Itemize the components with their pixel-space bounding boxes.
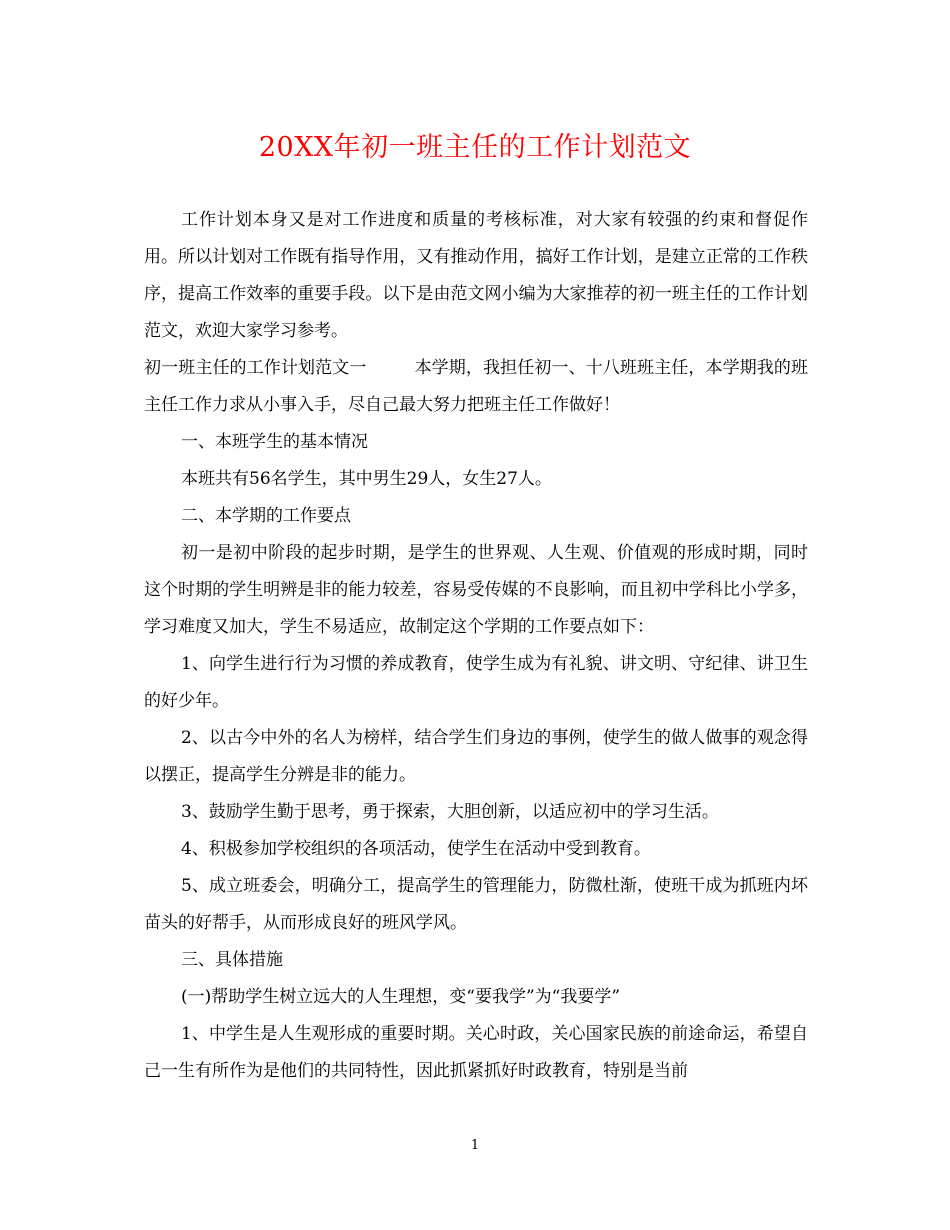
list-item-1: 1、向学生进行行为习惯的养成教育，使学生成为有礼貌、讲文明、守纪律、讲卫生的好少年。	[144, 654, 808, 711]
subheading-1: (一)帮助学生树立远大的人生理想，变“要我学”为“我要学”	[181, 987, 621, 1007]
document-title: 20XX年初一班主任的工作计划范文	[258, 132, 692, 163]
list-item-2: 2、以古今中外的名人为榜样，结合学生们身边的事例，使学生的做人做事的观念得以摆正，提高学生分辨是非的能力。	[144, 728, 808, 785]
measures-paragraph: 1、中学生是人生观形成的重要时期。关心时政，关心国家民族的前途命运，希望自己一生有所作为是他们的共同特性，因此抓紧抓好时政教育，特别是当前	[144, 1024, 808, 1081]
section-heading-2: 二、本学期的工作要点	[181, 506, 351, 526]
sample-label: 初一班主任的工作计划范文一	[144, 358, 367, 378]
list-item-3: 3、鼓励学生勤于思考，勇于探索，大胆创新，以适应初中的学习生活。	[181, 802, 719, 822]
list-item-4: 4、积极参加学校组织的各项活动，使学生在活动中受到教育。	[181, 839, 651, 859]
section-heading-1: 一、本班学生的基本情况	[181, 432, 368, 452]
document-body	[144, 202, 808, 1090]
student-count-paragraph: 本班共有56名学生，其中男生29人，女生27人。	[181, 469, 552, 489]
intro-paragraph: 工作计划本身又是对工作进度和质量的考核标准，对大家有较强的约束和督促作用。所以计划对工作既有指导作用，又有推动作用，搞好工作计划，是建立正常的工作秩序，提高工作效率的重要手段。以下是由范文网小编为大家推荐的初一班主任的工作计划范文，欢迎大家学习参考。	[144, 210, 808, 341]
section-heading-3: 三、具体措施	[181, 950, 283, 970]
sample-text: 本学期，我担任初一、十八班班主任，本学期我的班主任工作力求从小事入手，尽自己最大努力把班主任工作做好！	[144, 358, 809, 415]
work-points-paragraph: 初一是初中阶段的起步时期，是学生的世界观、人生观、价值观的形成时期，同时这个时期的学生明辨是非的能力较差，容易受传媒的不良影响，而且初中学科比小学多，学习难度又加大，学生不易适应，故制定这个学期的工作要点如下：	[144, 543, 808, 637]
page-number: 1	[470, 1138, 480, 1153]
sample-paragraph	[144, 350, 808, 424]
list-item-5: 5、成立班委会，明确分工，提高学生的管理能力，防微杜渐，使班干成为抓班内坏苗头的好帮手，从而形成良好的班风学风。	[144, 876, 808, 933]
